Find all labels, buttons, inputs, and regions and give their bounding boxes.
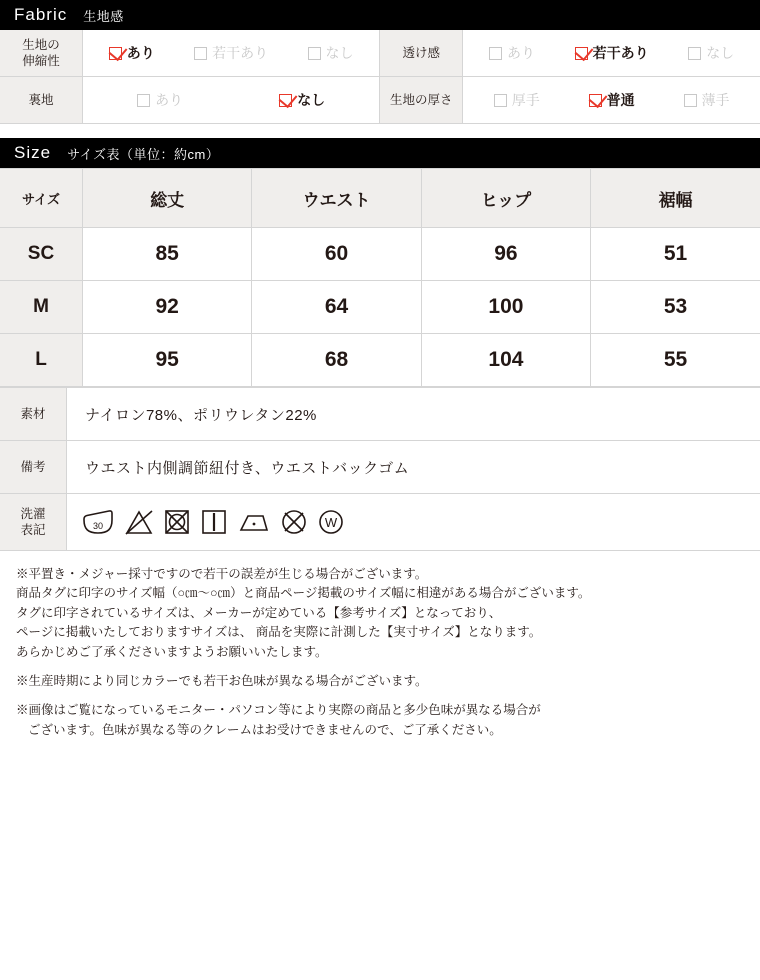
fabric-label-thickness: 生地の厚さ	[380, 77, 463, 124]
checkbox-icon[interactable]	[279, 94, 292, 107]
option-label: 普通	[606, 92, 635, 108]
option-sheer-ari[interactable]	[489, 43, 535, 63]
wash-tub-30-icon	[81, 508, 115, 536]
cell-m-hip: 100	[421, 281, 590, 334]
fabric-options-lining	[83, 77, 380, 124]
size-section-title-jp: サイズ表（単位：約cm）	[67, 146, 220, 162]
size-col-hem: 裾幅	[591, 169, 760, 228]
option-label: 薄手	[701, 92, 730, 108]
size-col-length: 総丈	[83, 169, 252, 228]
option-lining-nashi[interactable]	[279, 90, 325, 110]
svg-text:30: 30	[92, 521, 104, 531]
option-thickness-futsuu[interactable]	[589, 90, 635, 110]
fabric-label-lining: 裏地	[0, 77, 83, 124]
notes-block	[0, 551, 760, 740]
info-value-material: ナイロン78%、ポリウレタン22%	[67, 388, 760, 441]
size-row-label-m: M	[0, 281, 83, 334]
option-label: 若干あり	[592, 45, 649, 61]
fabric-section-header	[0, 0, 760, 30]
option-label: 厚手	[511, 92, 540, 108]
size-col-size: サイズ	[0, 169, 83, 228]
option-label: 若干あり	[212, 45, 269, 61]
info-label-wash: 洗濯 表記	[0, 494, 67, 551]
option-label: なし	[297, 92, 326, 108]
option-stretch-nashi[interactable]	[308, 43, 354, 63]
checkbox-icon[interactable]	[137, 94, 150, 107]
info-value-remarks: ウエスト内側調節紐付き、ウエストバックゴム	[67, 441, 760, 494]
info-value-wash	[67, 494, 760, 551]
fabric-section-title-jp: 生地感	[83, 8, 124, 24]
cell-sc-hem: 51	[591, 228, 760, 281]
option-sheer-nashi[interactable]	[688, 43, 734, 63]
drip-dry-icon	[200, 508, 228, 536]
fabric-options-stretch	[83, 30, 380, 77]
option-lining-ari[interactable]	[137, 90, 183, 110]
cell-l-length: 95	[83, 334, 252, 387]
option-stretch-ari[interactable]	[109, 43, 155, 63]
no-bleach-icon	[124, 508, 154, 536]
fabric-options-thickness	[463, 77, 760, 124]
checkbox-icon[interactable]	[688, 47, 701, 60]
cell-sc-waist: 60	[252, 228, 421, 281]
table-row	[0, 228, 760, 281]
fabric-row-lining	[0, 77, 760, 124]
cell-m-length: 92	[83, 281, 252, 334]
no-dryclean-icon	[280, 508, 308, 536]
cell-m-waist: 64	[252, 281, 421, 334]
option-thickness-atsude[interactable]	[494, 90, 540, 110]
checkbox-icon[interactable]	[684, 94, 697, 107]
checkbox-icon[interactable]	[575, 47, 588, 60]
checkbox-icon[interactable]	[308, 47, 321, 60]
option-label: なし	[706, 45, 735, 61]
cell-m-hem: 53	[591, 281, 760, 334]
fabric-row-stretch	[0, 30, 760, 77]
note-line-1: ※平置き・メジャー採寸ですので若干の誤差が生じる場合がございます。	[16, 567, 428, 581]
cell-l-hip: 104	[421, 334, 590, 387]
table-row	[0, 334, 760, 387]
cell-l-waist: 68	[252, 334, 421, 387]
checkbox-icon[interactable]	[109, 47, 122, 60]
option-label: あり	[507, 45, 536, 61]
checkbox-icon[interactable]	[194, 47, 207, 60]
option-stretch-jakkan[interactable]	[194, 43, 268, 63]
table-row	[0, 281, 760, 334]
option-label: なし	[325, 45, 354, 61]
option-sheer-jakkan[interactable]	[575, 43, 649, 63]
note-line-6: ※生産時期により同じカラーでも若干お色味が異なる場合がございます。	[16, 673, 428, 688]
size-table-header-row	[0, 169, 760, 228]
size-col-hip: ヒップ	[421, 169, 590, 228]
cell-sc-length: 85	[83, 228, 252, 281]
option-label: あり	[126, 45, 155, 61]
note-line-8: ございます。色味が異なる等のクレームはお受けできませんので、ご了承ください。	[28, 722, 502, 737]
size-row-label-sc: SC	[0, 228, 83, 281]
option-label: あり	[155, 92, 184, 108]
info-row-remarks	[0, 441, 760, 494]
fabric-section-title-en: Fabric	[14, 5, 68, 24]
info-table	[0, 387, 760, 551]
checkbox-icon[interactable]	[489, 47, 502, 60]
size-col-waist: ウエスト	[252, 169, 421, 228]
size-table	[0, 168, 760, 387]
checkbox-icon[interactable]	[589, 94, 602, 107]
info-row-wash	[0, 494, 760, 551]
size-section-header	[0, 138, 760, 168]
cell-l-hem: 55	[591, 334, 760, 387]
note-line-5: あらかじめご了承くださいますようお願いいたします。	[16, 644, 328, 659]
size-row-label-l: L	[0, 334, 83, 387]
svg-text:W: W	[324, 515, 338, 530]
info-row-material	[0, 388, 760, 441]
no-tumble-dry-icon	[163, 508, 191, 536]
fabric-options-sheer	[463, 30, 760, 77]
info-label-material: 素材	[0, 388, 67, 441]
fabric-label-sheer: 透け感	[380, 30, 463, 77]
fabric-label-stretch: 生地の 伸縮性	[0, 30, 83, 77]
fabric-table	[0, 30, 760, 124]
note-line-7: ※画像はご覧になっているモニター・パソコン等により実際の商品と多少色味が異なる場合が	[16, 703, 541, 718]
size-section-title-en: Size	[14, 143, 52, 162]
note-line-3: タグに印字されているサイズは、メーカーが定めている【参考サイズ】となっており、	[16, 605, 502, 620]
option-thickness-usude[interactable]	[684, 90, 730, 110]
checkbox-icon[interactable]	[494, 94, 507, 107]
note-line-4: ページに掲載いたしておりますサイズは、 商品を実際に計測した【実寸サイズ】となります。	[16, 625, 542, 640]
note-line-2: 商品タグに印字のサイズ幅（○㎝〜○㎝）と商品ページ掲載のサイズ幅に相違がある場合がございます。	[16, 586, 591, 601]
iron-low-icon	[237, 508, 271, 536]
cell-sc-hip: 96	[421, 228, 590, 281]
wetclean-w-icon	[317, 508, 345, 536]
info-label-remarks: 備考	[0, 441, 67, 494]
